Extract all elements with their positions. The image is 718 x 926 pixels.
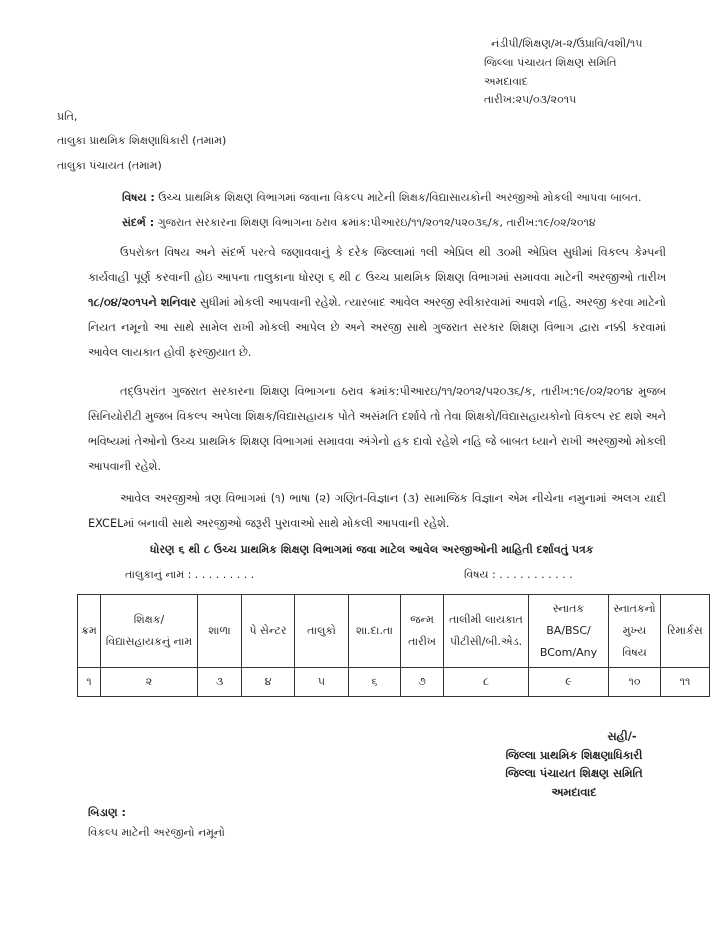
prati-label: પ્રતિ,	[57, 110, 78, 123]
application-form-table	[77, 594, 710, 697]
column-number: ૧૦	[609, 668, 661, 697]
column-header: સ્નાતક BA/BSC/ BCom/Any	[529, 595, 609, 668]
column-header: શિક્ષક/ વિદ્યાસહાયકનું નામ	[101, 595, 198, 668]
form-subject-label: વિષય : . . . . . . . . . . .	[464, 568, 573, 581]
column-number: ૫	[295, 668, 349, 697]
enclosure-label: બિડાણ :	[88, 806, 126, 819]
column-number: ૩	[198, 668, 242, 697]
column-header: રિમાર્કસ	[661, 595, 710, 668]
table-header-row	[78, 595, 710, 668]
letter-date: તારીખ:૨૫/૦૩/૨૦૧૫	[484, 93, 577, 106]
signature-office: જિલ્લા પંચાયત શિક્ષણ સમિતિ	[505, 767, 643, 780]
column-header: શા.દા.તા	[349, 595, 401, 668]
body-paragraph-1	[88, 240, 666, 365]
column-number: ૮	[444, 668, 529, 697]
subject-text: ઉચ્ચ પ્રાથમિક શિક્ષણ વિભાગમાં જવાના વિકલ્પ માટેની શિક્ષક/વિદ્યાસાયકોની અરજીઓ મોકલી આપવા બાબત.	[158, 191, 642, 204]
column-number: ૯	[529, 668, 609, 697]
recipient-line-1: તાલુકા પ્રાથમિક શિક્ષણાધિકારી (તમામ)	[57, 134, 227, 147]
column-header: તાલુકો	[295, 595, 349, 668]
office-city: અમદાવાદ	[484, 75, 528, 88]
body-paragraph-2	[88, 379, 666, 479]
column-header: પે સેન્ટર	[242, 595, 295, 668]
reference-number: નંડીપી/શિક્ષણ/મ-૨/ઉપ્રાવિ/વશી/૧૫	[491, 37, 643, 50]
para1-part1: ઉપરોક્ત વિષય અને સંદર્ભ પરત્વે જણાવવાનું કે દરેક જિલ્લામાં ૧લી એપ્રિલ થી ૩૦મી એપ્રિલ સુધીમાં વિકલ્પ કેમ્પની કાર્યવાહી પૂર્ણ કરવાની હોઇ આપના તાલુકાના ધોરણ ૬ થી ૮ ઉચ્ચ પ્રાથમિક શિક્ષણ વિભાગમાં સમાવવા માટેની અરજીઓ તારીખ	[88, 246, 666, 284]
body-paragraph-3	[88, 486, 666, 536]
form-title: ધોરણ ૬ થી ૮ ઉચ્ચ પ્રાથમિક શિક્ષણ વિભાગમાં જવા માટેલ આવેલ અરજીઓની માહિતી દર્શાવતું પત્રક	[150, 543, 594, 556]
enclosure-text: વિકલ્પ માટેની અરજીનો નમૂનો	[88, 826, 225, 839]
column-header: જન્મ તારીખ	[401, 595, 444, 668]
recipient-line-2: તાલુકા પંચાયત (તમામ)	[57, 159, 162, 172]
column-header: તાલીમી લાયકાત પીટીસી/બી.એડ.	[444, 595, 529, 668]
reference-label: સંદર્ભ :	[122, 216, 155, 229]
taluka-name-label: તાલુકાનું નામ : . . . . . . . . .	[125, 568, 255, 581]
para1-part2: સુધીમાં મોકલી આપવાની રહેશે. ત્યારબાદ આવેલ અરજી સ્વીકારવામાં આવશે નહિ. અરજી કરવા માટેનો નિયત નમૂનો આ સાથે સામેલ રાખી મોકલી આપેલ છે અને અરજી સાથે ગુજરાત સરકાર શિક્ષણ વિભાગ દ્વારા નક્કી કરવામાં આવેલ લાયકાત હોવી ફરજીયાત છે.	[88, 296, 667, 359]
column-number: ૭	[401, 668, 444, 697]
para2-text: તદ્ઉપરાંત ગુજરાત સરકારના શિક્ષણ વિભાગના ઠરાવ ક્રમાંક:પીઆરઇ/૧૧/૨૦૧૨/પ૨૦૩૬/ક, તારીખ:૧૯/૦૨/૨૦૧૪ મુજબ સિનિયોરીટી મુજબ વિકલ્પ અપેલા શિક્ષક/વિદ્યાસહાયક પોતે અસંમતિ દર્શાવે તો તેવા શિક્ષકો/વિદ્યાસહાયકોનો વિકલ્પ રદ થશે અને ભવિષ્યમાં તેઓનો ઉચ્ચ પ્રાથમિક શિક્ષણ વિભાગમાં સમાવવા અંગેનો હક દાવો રહેશે નહિ જે બાબત ધ્યાને રાખી અરજીઓ મોકલી આપવાની રહેશે.	[88, 385, 666, 473]
subject-line	[122, 191, 642, 205]
reference-line	[122, 216, 596, 230]
para1-deadline: ૧૮/૦૪/૨૦૧૫ને શનિવાર	[88, 296, 197, 309]
subject-label: વિષય :	[122, 191, 155, 204]
table-number-row	[78, 668, 710, 697]
column-number: ૧૧	[661, 668, 710, 697]
column-header: શાળા	[198, 595, 242, 668]
column-header: ક્રમ	[78, 595, 101, 668]
column-header: સ્નાતકનો મુખ્ય વિષય	[609, 595, 661, 668]
reference-text: ગુજરાત સરકારના શિક્ષણ વિભાગના ઠરાવ ક્રમાંક:પીઆરઇ/૧૧/૨૦૧૨/પ૨૦૩૬/ક, તારીખ:૧૯/૦૨/૨૦૧૪	[157, 216, 596, 229]
para3-text: આવેલ અરજીઓ ત્રણ વિભાગમાં (૧) ભાષા (૨) ગણિત-વિજ્ઞાન (૩) સામાજિક વિજ્ઞાન એમ નીચેના નમુનામાં અલગ યાદી EXCELમાં બનાવી સાથે અરજીઓ જરૂરી પુરાવાઓ સાથે મોકલી આપવાની રહેશે.	[88, 492, 666, 530]
signature-city: અમદાવાદ	[551, 786, 597, 799]
signature-title: જિલ્લા પ્રાથમિક શિક્ષણાધિકારી	[505, 749, 643, 762]
column-number: ૨	[101, 668, 198, 697]
column-number: ૬	[349, 668, 401, 697]
column-number: ૪	[242, 668, 295, 697]
signature-sd: સહી/-	[607, 730, 637, 743]
office-name: જિલ્લા પંચાયત શિક્ષણ સમિતિ	[484, 56, 617, 69]
column-number: ૧	[78, 668, 101, 697]
